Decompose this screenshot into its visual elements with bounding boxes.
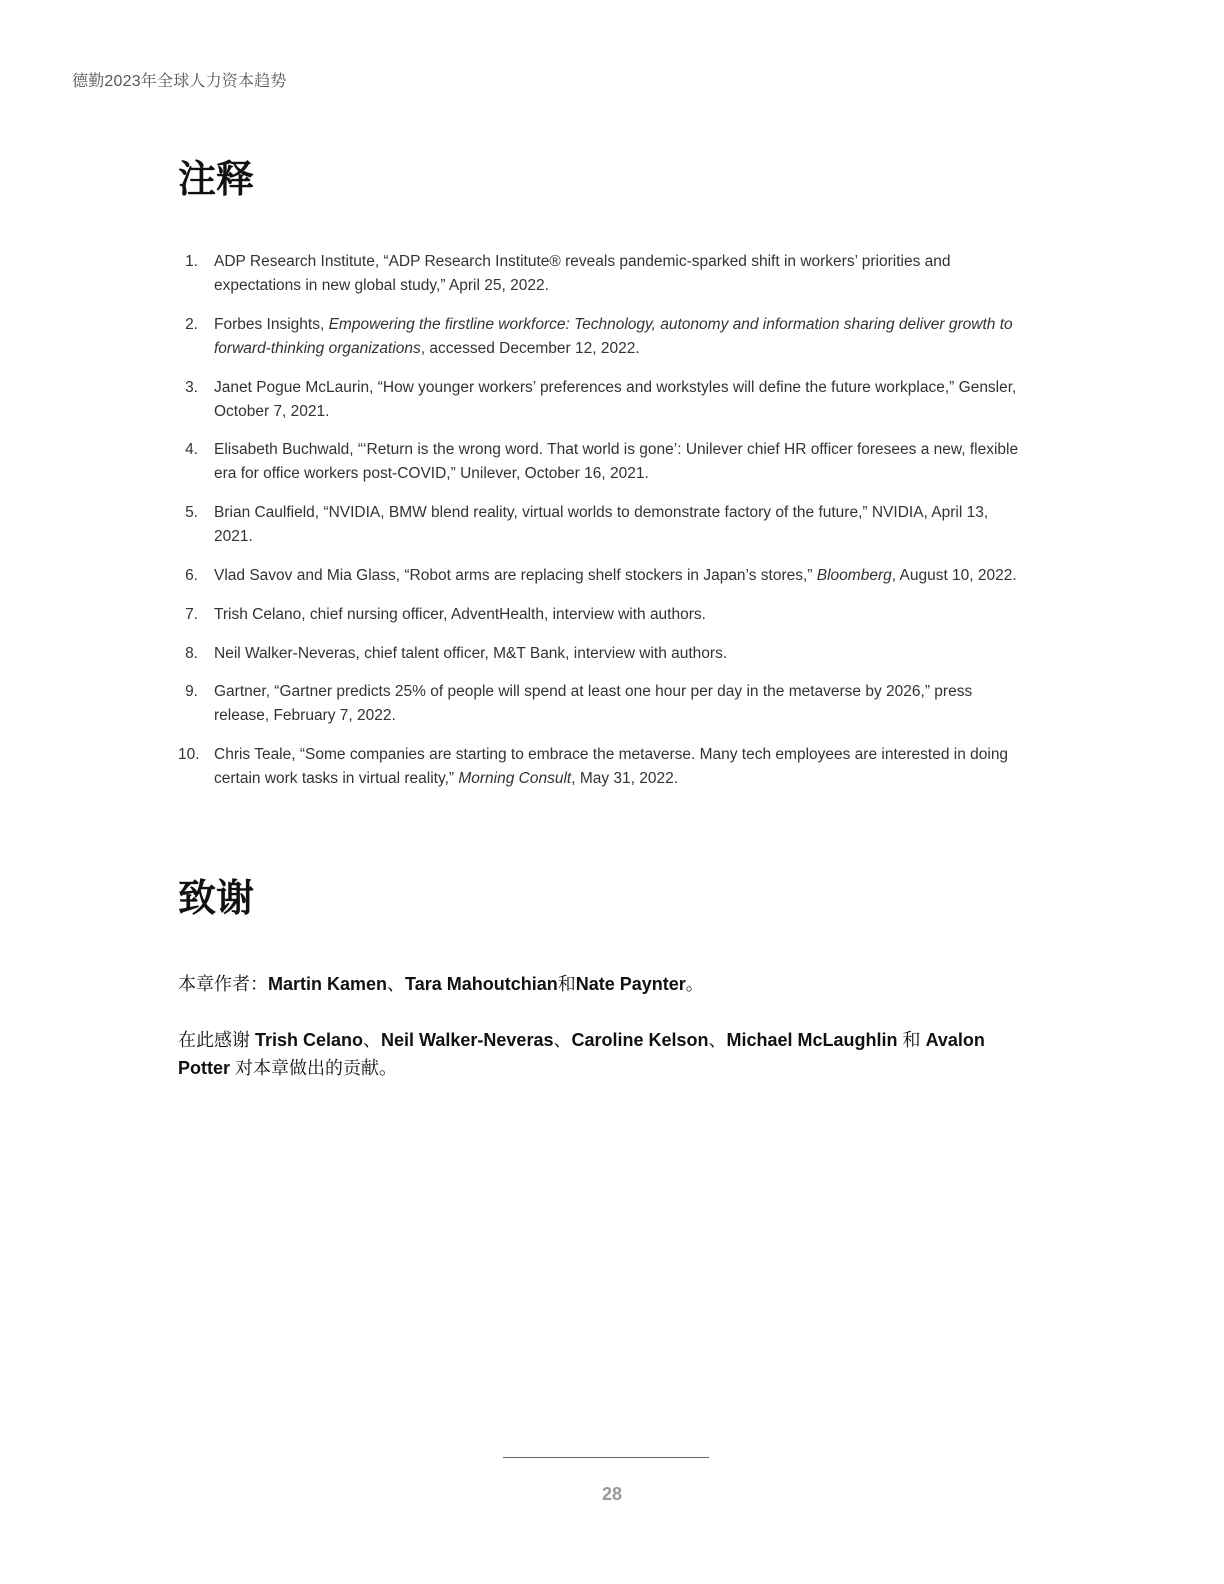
notes-list bbox=[178, 250, 1028, 806]
ack-run-text: 、 bbox=[708, 1030, 727, 1050]
ack-run-bold-name: Nate Paynter bbox=[575, 974, 686, 994]
note-text bbox=[214, 746, 1008, 787]
ack-run-bold-name: Martin Kamen bbox=[268, 974, 388, 994]
note-number: 7. bbox=[185, 605, 198, 623]
chapter-authors bbox=[178, 970, 1018, 998]
ack-run-bold-name: Avalon Potter bbox=[178, 1030, 985, 1078]
acknowledgement-thanks bbox=[178, 1026, 1018, 1082]
note-number: 3. bbox=[185, 378, 198, 396]
note-run-italic: Morning Consult bbox=[458, 770, 572, 788]
ack-run-text: 、 bbox=[363, 1030, 382, 1050]
note-run-text: Elisabeth Buchwald, “‘Return is the wrong word. That world is gone’: Unilever chief HR officer foresees a new, flexible era for office workers post-COVID,” Unilever, October 16, 2021. bbox=[214, 441, 1019, 483]
note-run-text: Vlad Savov and Mia Glass, “Robot arms are replacing shelf stockers in Japan’s stores,” bbox=[214, 566, 817, 584]
note-text bbox=[214, 253, 951, 294]
note-text bbox=[214, 379, 1016, 420]
ack-run-text: 。 bbox=[685, 974, 704, 994]
note-run-text: , May 31, 2022. bbox=[571, 770, 679, 788]
note-run-text: ADP Research Institute, “ADP Research Institute® reveals pandemic-sparked shift in workers’ priorities and expectations in new global study,” April 25, 2022. bbox=[214, 253, 951, 294]
note-text bbox=[214, 316, 1013, 357]
note-item bbox=[178, 564, 1028, 588]
ack-run-bold-name: Neil Walker-Neveras bbox=[381, 1030, 554, 1050]
note-text bbox=[214, 645, 727, 662]
acknowledgements-heading: 致谢 bbox=[178, 876, 255, 920]
note-run-text: Neil Walker-Neveras, chief talent officer, M&T Bank, interview with authors. bbox=[214, 644, 728, 662]
page-number: 28 bbox=[601, 1484, 623, 1504]
note-number: 4. bbox=[185, 441, 198, 459]
ack-run-bold-name: Michael McLaughlin bbox=[726, 1030, 898, 1050]
ack-run-text: 在此感谢 bbox=[178, 1030, 256, 1050]
ack-run-bold-name: Trish Celano bbox=[255, 1030, 364, 1050]
note-number: 8. bbox=[185, 644, 198, 662]
note-number: 10. bbox=[178, 746, 200, 764]
ack-run-text: 、 bbox=[553, 1030, 572, 1050]
ack-run-text: 、 bbox=[387, 974, 406, 994]
footer-divider bbox=[503, 1457, 709, 1458]
note-run-text: Forbes Insights, bbox=[214, 315, 329, 333]
note-item bbox=[178, 603, 1028, 627]
note-run-text: Brian Caulfield, “NVIDIA, BMW blend reality, virtual worlds to demonstrate factory of the future,” NVIDIA, April 13, 2021. bbox=[214, 504, 989, 546]
ack-run-text: 和 bbox=[897, 1030, 926, 1050]
note-run-italic: Empowering the firstline workforce: Technology, autonomy and information sharing deliver growth to forward-thinking organizations bbox=[214, 315, 1013, 357]
note-item bbox=[178, 743, 1028, 791]
note-item bbox=[178, 438, 1028, 486]
note-item bbox=[178, 680, 1028, 728]
ack-run-text: 本章作者： bbox=[178, 974, 268, 994]
note-text bbox=[214, 606, 706, 623]
note-text bbox=[214, 683, 972, 724]
note-run-text: Gartner, “Gartner predicts 25% of people will spend at least one hour per day in the metaverse by 2026,” press release, February 7, 2022. bbox=[214, 683, 973, 725]
note-number: 1. bbox=[185, 253, 198, 270]
note-item bbox=[178, 313, 1028, 361]
notes-heading: 注释 bbox=[178, 157, 255, 201]
note-item bbox=[178, 642, 1028, 666]
note-run-italic: Bloomberg bbox=[816, 566, 892, 584]
note-run-text: Janet Pogue McLaurin, “How younger workers’ preferences and workstyles will define the future workplace,” Gensler, October 7, 2021. bbox=[214, 378, 1017, 420]
note-run-text: , August 10, 2022. bbox=[891, 566, 1017, 584]
note-item bbox=[178, 250, 1028, 298]
note-item bbox=[178, 376, 1028, 424]
note-text bbox=[214, 567, 1017, 584]
ack-run-text: 对本章做出的贡献。 bbox=[230, 1058, 398, 1078]
note-item bbox=[178, 501, 1028, 549]
note-number: 6. bbox=[185, 566, 198, 584]
ack-run-bold-name: Caroline Kelson bbox=[571, 1030, 709, 1050]
running-header: 德勤2023年全球人力资本趋势 bbox=[72, 73, 287, 90]
note-run-text: , accessed December 12, 2022. bbox=[420, 339, 640, 357]
note-number: 9. bbox=[185, 683, 198, 701]
note-number: 5. bbox=[185, 504, 198, 522]
ack-run-text: 和 bbox=[557, 974, 576, 994]
note-run-text: Trish Celano, chief nursing officer, AdventHealth, interview with authors. bbox=[214, 605, 706, 623]
note-text bbox=[214, 441, 1018, 482]
note-text bbox=[214, 504, 988, 545]
ack-run-bold-name: Tara Mahoutchian bbox=[405, 974, 558, 994]
note-number: 2. bbox=[185, 315, 198, 333]
note-run-text: Chris Teale, “Some companies are starting to embrace the metaverse. Many tech employees are interested in doing certain work tasks in virtual reality,” bbox=[214, 746, 1009, 788]
